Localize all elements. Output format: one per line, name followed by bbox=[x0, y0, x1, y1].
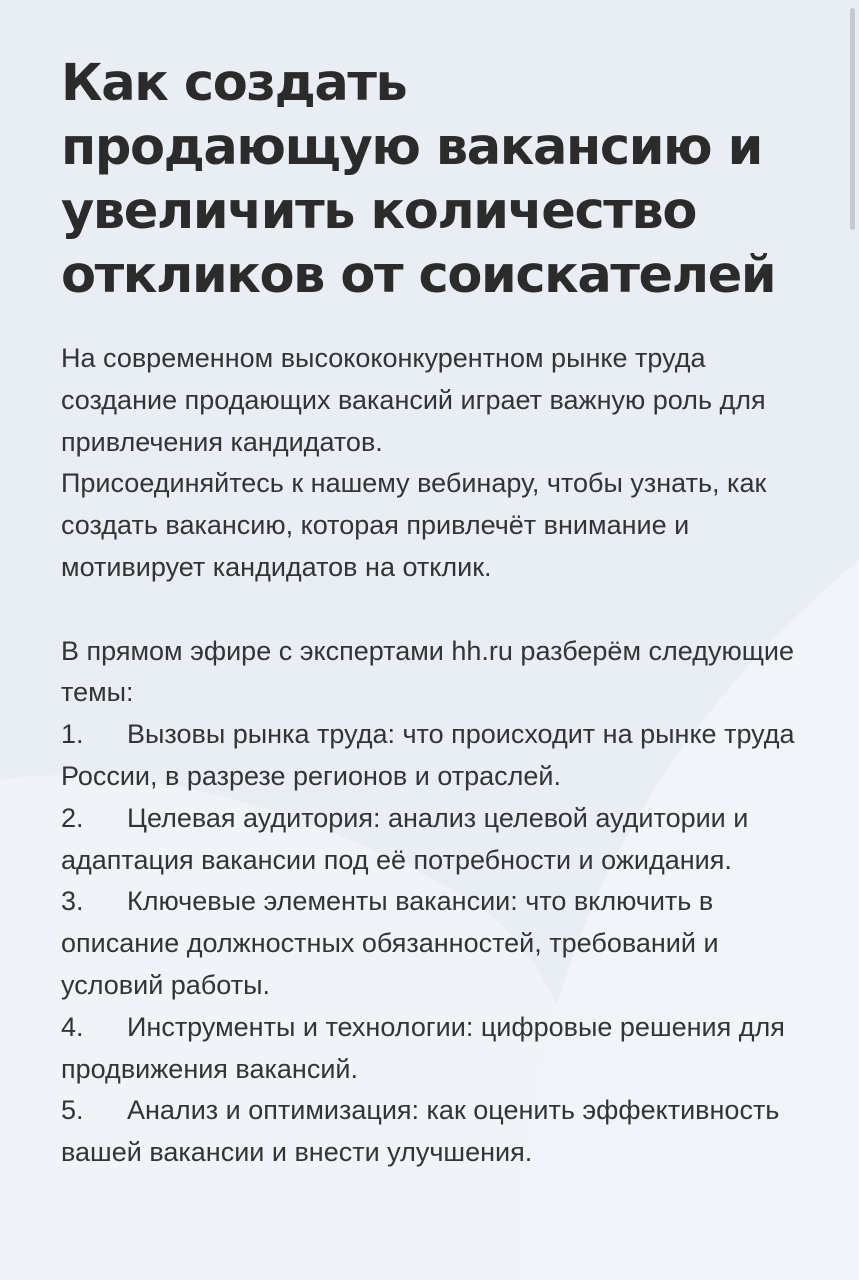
list-item-text: Инструменты и технологии: цифровые решения для продвижения вакансий. bbox=[61, 1011, 785, 1084]
list-item-text: Целевая аудитория: анализ целевой аудитории и адаптация вакансии под её потребности и ожидания. bbox=[61, 802, 749, 875]
list-item-text: Ключевые элементы вакансии: что включить в описание должностных обязанностей, требований и условий работы. bbox=[61, 886, 719, 1000]
scrollbar-thumb[interactable] bbox=[850, 8, 855, 230]
paragraph-spacer bbox=[61, 589, 821, 631]
topics-intro: В прямом эфире с экспертами hh.ru разберём следующие темы: bbox=[61, 635, 795, 708]
list-item bbox=[61, 881, 821, 1006]
list-item bbox=[61, 798, 821, 882]
list-item-text: Вызовы рынка труда: что происходит на рынке труда России, в разрезе регионов и отраслей. bbox=[61, 719, 795, 791]
list-item-number: 4. bbox=[61, 1011, 84, 1042]
topics-list bbox=[61, 714, 821, 1174]
article bbox=[61, 52, 821, 1174]
intro-paragraph: Присоединяйтесь к нашему вебинару, чтобы узнать, как создать вакансию, которая привлечёт внимание и мотивирует кандидатов на отклик. bbox=[61, 468, 767, 582]
list-item-number: 3. bbox=[61, 886, 84, 917]
article-body bbox=[61, 338, 821, 1174]
list-item-number: 1. bbox=[61, 719, 84, 750]
list-item-number: 5. bbox=[61, 1095, 84, 1126]
intro-paragraph: На современном высококонкурентном рынке труда создание продающих вакансий играет важную роль для привлечения кандидатов. bbox=[61, 343, 766, 457]
article-title: Как создать продающую вакансию и увеличить количество откликов от соискателей bbox=[61, 54, 776, 305]
list-item bbox=[61, 1090, 821, 1174]
list-item-text: Анализ и оптимизация: как оценить эффективность вашей вакансии и внести улучшения. bbox=[61, 1095, 780, 1168]
list-item bbox=[61, 1007, 821, 1091]
list-item bbox=[61, 714, 821, 798]
list-item-number: 2. bbox=[61, 802, 84, 833]
